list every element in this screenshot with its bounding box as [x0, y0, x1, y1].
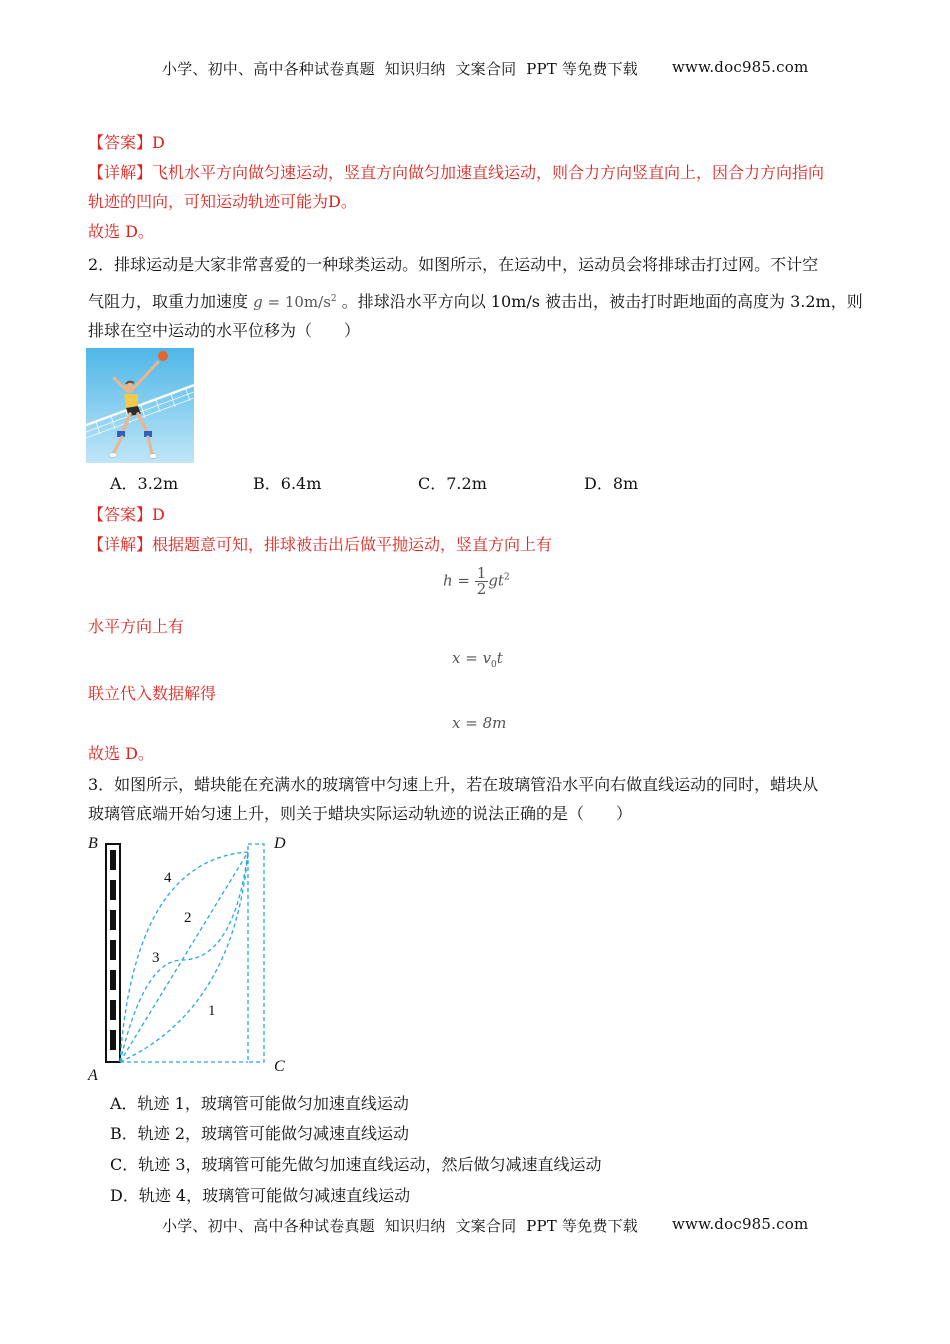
trajectory-2: [120, 852, 248, 1062]
curve-label-4: 4: [164, 870, 172, 886]
header-url[interactable]: www.doc985.com: [672, 58, 809, 76]
detail-tag: 【详解】: [88, 535, 153, 554]
answer-value: D: [152, 133, 165, 152]
q2-detail: [88, 535, 552, 555]
label-b: B: [88, 835, 98, 852]
q1-choose: 故选 D。: [88, 222, 154, 241]
q2-stem-line1: 2．排球运动是大家非常喜爱的一种球类运动。如图所示，在运动中，运动员会将排球击打过网。不计空: [88, 255, 819, 274]
gravity-expression: $g = 10m/s^2$: [253, 293, 337, 311]
curve-label-1: 1: [208, 1003, 216, 1019]
eq1-lhs: h =: [443, 571, 470, 590]
eq1-rhs: gt: [488, 571, 504, 590]
q3-option-a[interactable]: A．轨迹 1，玻璃管可能做匀加速直线运动: [110, 1094, 409, 1113]
g-value: 10m/s: [284, 293, 331, 311]
q2-combine-label: 联立代入数据解得: [88, 684, 217, 703]
curve-label-2: 2: [184, 910, 192, 926]
q1-answer: [88, 133, 165, 153]
equation-result: x = 8m: [452, 714, 507, 732]
q2-stem-part-a: 气阻力，取重力加速度: [88, 292, 249, 311]
tube-stripes: [110, 850, 116, 1050]
q2-option-d[interactable]: D．8m: [584, 474, 639, 493]
eq2-rhs: t: [496, 649, 503, 667]
q2-choose: 故选 D。: [88, 744, 154, 763]
q2-answer: [88, 505, 165, 525]
equation-h: [443, 566, 510, 597]
label-c: C: [274, 1058, 285, 1075]
curve-label-3: 3: [152, 950, 160, 966]
eq1-numerator: 1: [476, 564, 487, 582]
q1-detail-line2: 轨迹的凹向，可知运动轨迹可能为D。: [88, 192, 357, 211]
q2-stem-line3: 排球在空中运动的水平位移为（ ）: [88, 321, 361, 340]
eq2-lhs: x = v: [452, 649, 492, 667]
q2-option-a[interactable]: A．3.2m: [110, 474, 179, 493]
q2-horizontal-label: 水平方向上有: [88, 617, 185, 636]
q2-option-b[interactable]: B．6.4m: [253, 474, 322, 493]
eq1-fraction: [475, 566, 489, 597]
detail-tag: 【详解】: [88, 163, 153, 182]
label-a: A: [88, 1067, 98, 1082]
eq1-exponent: 2: [503, 572, 510, 583]
detail-text: 根据题意可知，排球被击出后做平抛运动，竖直方向上有: [152, 535, 553, 554]
q3-stem-line2: 玻璃管底端开始匀速上升，则关于蜡块实际运动轨迹的说法正确的是（ ）: [88, 804, 633, 823]
g-symbol: g: [253, 293, 263, 311]
q2-stem-part-b: 。排球沿水平方向以 10m/s 被击出，被击打时距地面的高度为 3.2m，则: [341, 292, 863, 311]
q2-option-c[interactable]: C．7.2m: [418, 474, 487, 493]
eq2-subscript: 0: [491, 660, 497, 670]
header-text: 小学、初中、高中各种试卷真题 知识归纳 文案合同 PPT 等免费下载: [162, 60, 638, 78]
answer-value: D: [152, 505, 165, 524]
label-d: D: [274, 835, 286, 852]
q3-option-d[interactable]: D．轨迹 4，玻璃管可能做匀减速直线运动: [110, 1186, 411, 1205]
g-exponent: 2: [330, 294, 337, 304]
q3-stem-line1: 3．如图所示，蜡块能在充满水的玻璃管中匀速上升，若在玻璃管沿水平向右做直线运动的同时，蜡块从: [88, 775, 819, 794]
detail-text: 飞机水平方向做匀速运动，竖直方向做匀加速直线运动，则合力方向竖直向上，因合力方向指向: [152, 163, 825, 182]
footer-text: 小学、初中、高中各种试卷真题 知识归纳 文案合同 PPT 等免费下载: [162, 1217, 638, 1235]
answer-tag: 【答案】: [88, 505, 153, 524]
answer-tag: 【答案】: [88, 133, 153, 152]
volleyball-player-image: [86, 348, 194, 463]
q3-option-c[interactable]: C．轨迹 3，玻璃管可能先做匀加速直线运动，然后做匀减速直线运动: [110, 1155, 602, 1174]
eq1-denominator: 2: [476, 580, 487, 598]
final-tube-outline: [248, 844, 264, 1062]
trajectory-figure: [84, 830, 294, 1082]
q2-stem-line2: [88, 289, 863, 312]
footer-url[interactable]: www.doc985.com: [672, 1215, 809, 1233]
q3-option-b[interactable]: B．轨迹 2，玻璃管可能做匀减速直线运动: [110, 1124, 410, 1143]
q1-detail-line1: [88, 163, 824, 183]
equation-x-v0t: [452, 649, 503, 670]
